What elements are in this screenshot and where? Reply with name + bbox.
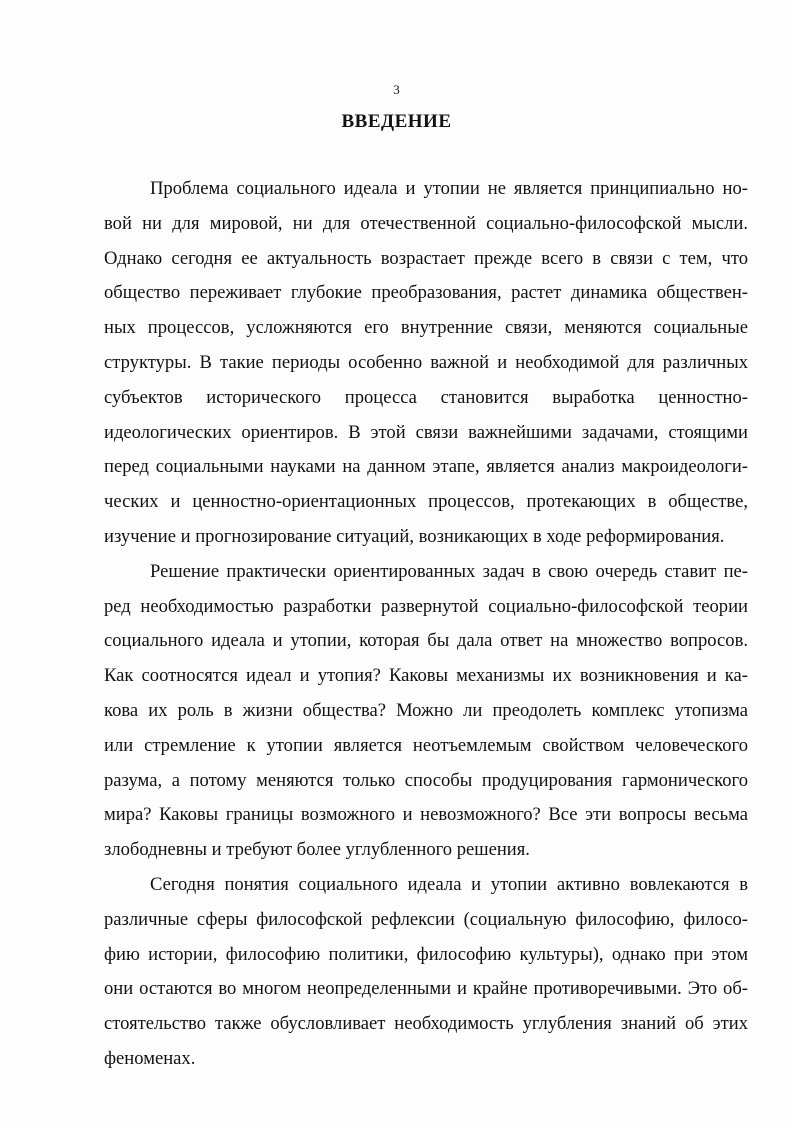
text-line: мира? Каковы границы возможного и невозможного? Все эти вопросы весьма <box>104 804 748 826</box>
text-line: изучение и прогнозирование ситуаций, возникающих в ходе реформирования. <box>104 525 725 547</box>
text-line: злободневны и требуют более углубленного решения. <box>104 839 530 861</box>
text-line: субъектов исторического процесса становится выработка ценностно- <box>104 386 748 408</box>
text-line: ных процессов, усложняются его внутренние связи, меняются социальные <box>104 317 748 339</box>
text-line: Однако сегодня ее актуальность возрастает прежде всего в связи с тем, что <box>104 247 748 269</box>
text-line: структуры. В такие периоды особенно важной и необходимой для различных <box>104 351 748 373</box>
text-line: Сегодня понятия социального идеала и утопии активно вовлекаются в <box>150 873 748 895</box>
text-line: вой ни для мировой, ни для отечественной социально-философской мысли. <box>104 212 748 234</box>
text-line: или стремление к утопии является неотъемлемым свойством человеческого <box>104 734 748 756</box>
text-line: кова их роль в жизни общества? Можно ли преодолеть комплекс утопизма <box>104 699 748 721</box>
body-text <box>104 172 748 1077</box>
text-line: Проблема социального идеала и утопии не является принципиально но- <box>150 178 748 199</box>
page-number: 3 <box>393 82 400 97</box>
text-line: ред необходимостью разработки развернутой социально-философской теории <box>104 595 748 617</box>
text-line: различные сферы философской рефлексии (социальную философию, филосо- <box>104 908 748 930</box>
text-line: социального идеала и утопии, которая бы дала ответ на множество вопросов. <box>104 630 748 652</box>
text-line: идеологических ориентиров. В этой связи важнейшими задачами, стоящими <box>104 421 748 443</box>
text-line: они остаются во многом неопределенными и крайне противоречивыми. Это об- <box>104 978 748 1000</box>
text-line: перед социальными науками на данном этапе, является анализ макроидеологи- <box>104 456 748 478</box>
text-line: стоятельство также обусловливает необходимость углубления знаний об этих <box>104 1013 748 1035</box>
text-line: фию истории, философию политики, философию культуры), однако при этом <box>104 943 748 965</box>
paragraph-2 <box>104 555 748 868</box>
page-title: ВВЕДЕНИЕ <box>341 111 452 132</box>
text-line: Как соотносятся идеал и утопия? Каковы механизмы их возникновения и ка- <box>104 665 748 687</box>
text-line: ческих и ценностно-ориентационных процессов, протекающих в обществе, <box>104 491 748 513</box>
text-line: феноменах. <box>104 1047 196 1069</box>
text-line: Решение практически ориентированных задач в свою очередь ставит пе- <box>150 560 748 582</box>
text-line: разума, а потому меняются только способы продуцирования гармонического <box>104 769 748 791</box>
paragraph-1 <box>104 172 748 555</box>
paragraph-3 <box>104 868 748 1077</box>
text-line: общество переживает глубокие преобразования, растет динамика обществен- <box>104 282 748 304</box>
